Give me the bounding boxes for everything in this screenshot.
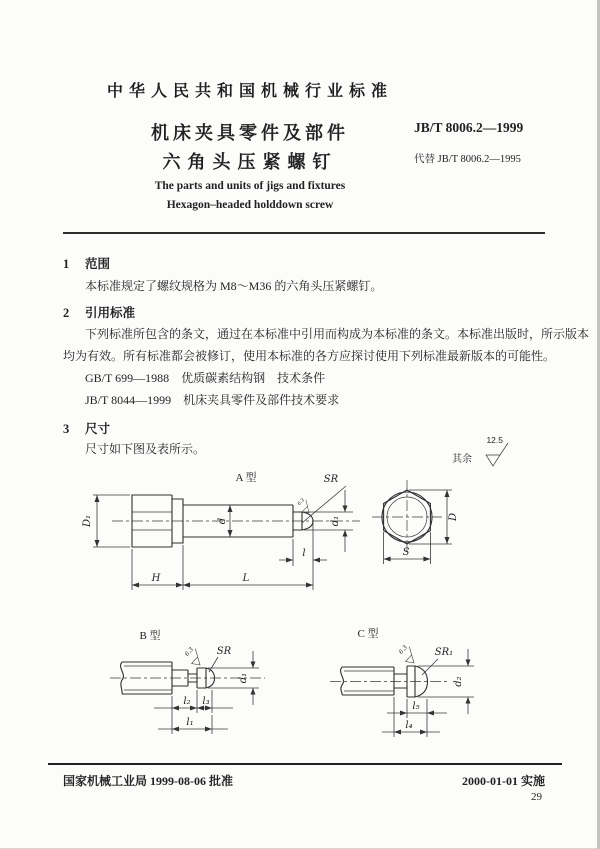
type-a-label: A 型 xyxy=(235,472,257,484)
header-divider xyxy=(63,232,545,234)
svg-text:D: D xyxy=(448,512,459,522)
surface-roughness-icon xyxy=(183,645,206,668)
page-number: 29 xyxy=(531,791,542,803)
reference-jbt-8044: JB/T 8044—1999 机床夹具零件及部件技术要求 xyxy=(85,393,340,407)
type-c-label: C 型 xyxy=(357,628,379,640)
svg-text:l₂: l₂ xyxy=(183,696,191,707)
standard-number: JB/T 8006.2—1999 xyxy=(414,120,524,135)
dim-d xyxy=(217,505,233,537)
document-title-line1: 机床夹具零件及部件 xyxy=(151,123,349,143)
english-title-line2: Hexagon–headed holddown screw xyxy=(166,199,334,211)
svg-text:d₂: d₂ xyxy=(453,676,464,687)
svg-text:SR₁: SR₁ xyxy=(434,647,454,658)
section-2-title: 引用标准 xyxy=(85,306,136,320)
standard-class-heading: 中华人民共和国机械行业标准 xyxy=(106,83,393,100)
svg-text:6.3: 6.3 xyxy=(398,644,409,656)
svg-text:l₄: l₄ xyxy=(405,720,413,731)
section-1-title: 范围 xyxy=(85,257,111,271)
svg-text:d: d xyxy=(217,517,228,525)
section-3-number: 3 xyxy=(63,422,70,436)
dim-l xyxy=(279,523,327,590)
surface-roughness-icon xyxy=(486,435,508,466)
svg-text:L: L xyxy=(242,573,250,584)
section-3-body: 尺寸如下图及表所示。 xyxy=(85,442,206,456)
svg-text:d₁: d₁ xyxy=(330,515,341,527)
dim-H xyxy=(132,545,183,590)
svg-text:H: H xyxy=(151,573,161,584)
svg-text:D₁: D₁ xyxy=(82,514,93,528)
dim-SR xyxy=(302,474,346,523)
implementation-note: 2000-01-01 实施 xyxy=(462,774,545,788)
svg-text:SR: SR xyxy=(323,474,339,485)
reference-gbt-699: GB/T 699—1988 优质碳素结构钢 技术条件 xyxy=(85,371,326,385)
surface-note-label: 其余 xyxy=(452,454,472,465)
approval-note: 国家机械工业局 1999-08-06 批准 xyxy=(63,774,233,788)
surface-roughness-value: 12.5 xyxy=(486,435,503,445)
svg-text:l₅: l₅ xyxy=(412,701,420,712)
english-title-line1: The parts and units of jigs and fixtures xyxy=(154,180,346,192)
section-3-title: 尺寸 xyxy=(85,422,111,436)
surface-roughness-icon xyxy=(397,643,420,666)
svg-text:l: l xyxy=(302,548,306,559)
dim-SR1-c xyxy=(422,647,453,675)
section-2-body-line1: 下列标准所包含的条文，通过在本标准中引用而构成为本标准的条文。本标准出版时，所示版本 xyxy=(85,327,590,341)
section-1-heading xyxy=(63,254,110,272)
section-1-number: 1 xyxy=(63,257,70,271)
svg-text:SR: SR xyxy=(216,646,232,657)
section-2-heading xyxy=(63,303,135,321)
svg-text:l₃: l₃ xyxy=(202,696,210,707)
section-1-body: 本标准规定了螺纹规格为 M8～M36 的六角头压紧螺钉。 xyxy=(85,279,383,293)
supersedes-note: 代替 JB/T 8006.2—1995 xyxy=(414,154,521,165)
dim-l1 xyxy=(158,715,228,734)
dimension-drawing xyxy=(50,435,580,765)
section-2-body-line2: 均为有效。所有标准都会被修订，使用本标准的各方应探讨使用下列标准最新版本的可能性。 xyxy=(63,349,556,363)
dim-l4 xyxy=(382,697,440,737)
footer-divider xyxy=(48,763,562,765)
svg-text:6.3: 6.3 xyxy=(184,646,195,658)
svg-text:S: S xyxy=(402,547,410,558)
svg-text:d₁: d₁ xyxy=(238,672,249,684)
svg-text:6.3: 6.3 xyxy=(297,498,306,507)
section-2-number: 2 xyxy=(63,306,70,320)
dim-L xyxy=(183,573,313,588)
svg-text:l₁: l₁ xyxy=(186,717,194,728)
type-b-label: B 型 xyxy=(139,630,161,642)
document-title-line2: 六角头压紧螺钉 xyxy=(162,152,338,172)
